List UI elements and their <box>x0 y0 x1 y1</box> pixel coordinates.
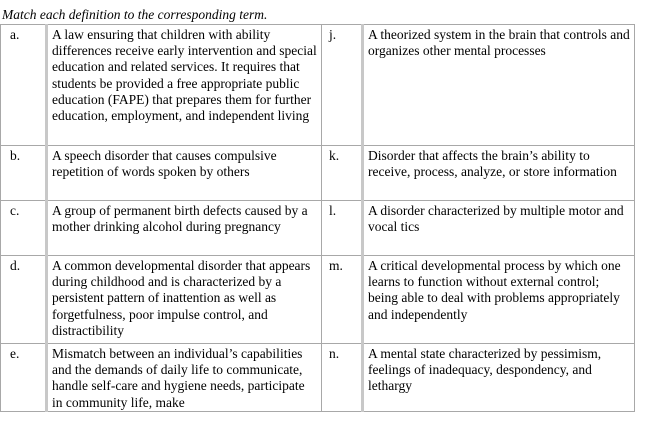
right-letter: l. <box>322 201 363 256</box>
table-row <box>1 25 635 146</box>
left-letter: b. <box>1 146 47 201</box>
right-definition: Disorder that affects the brain’s ability to receive, process, analyze, or store information <box>363 146 635 201</box>
right-letter: k. <box>322 146 363 201</box>
left-definition: A common developmental disorder that appears during childhood and is characterized by a persistent pattern of inattention as well as forgetfulness, poor impulse control, and distractibility <box>47 256 322 344</box>
left-definition: A law ensuring that children with ability differences receive early intervention and special education and related services. It requires that students be provided a free appropriate public education (FAPE) that prepares them for further education, employment, and independent living <box>47 25 322 146</box>
left-definition: A speech disorder that causes compulsive repetition of words spoken by others <box>47 146 322 201</box>
matching-table <box>0 24 635 412</box>
instruction-text: Match each definition to the corresponding term. <box>2 7 268 22</box>
right-definition: A critical developmental process by which one learns to function without external control; being able to deal with problems appropriately and independently <box>363 256 635 344</box>
table-row <box>1 256 635 344</box>
left-letter: a. <box>1 25 47 146</box>
table-row <box>1 344 635 412</box>
right-letter: j. <box>322 25 363 146</box>
left-definition: Mismatch between an individual’s capabilities and the demands of daily life to communicate, handle self-care and hygiene needs, participate in community life, make <box>47 344 322 412</box>
left-definition: A group of permanent birth defects caused by a mother drinking alcohol during pregnancy <box>47 201 322 256</box>
right-letter: m. <box>322 256 363 344</box>
table-row <box>1 201 635 256</box>
left-letter: c. <box>1 201 47 256</box>
right-definition: A mental state characterized by pessimism, feelings of inadequacy, despondency, and lethargy <box>363 344 635 412</box>
right-letter: n. <box>322 344 363 412</box>
table-row <box>1 146 635 201</box>
right-definition: A theorized system in the brain that controls and organizes other mental processes <box>363 25 635 146</box>
right-definition: A disorder characterized by multiple motor and vocal tics <box>363 201 635 256</box>
left-letter: d. <box>1 256 47 344</box>
left-letter: e. <box>1 344 47 412</box>
